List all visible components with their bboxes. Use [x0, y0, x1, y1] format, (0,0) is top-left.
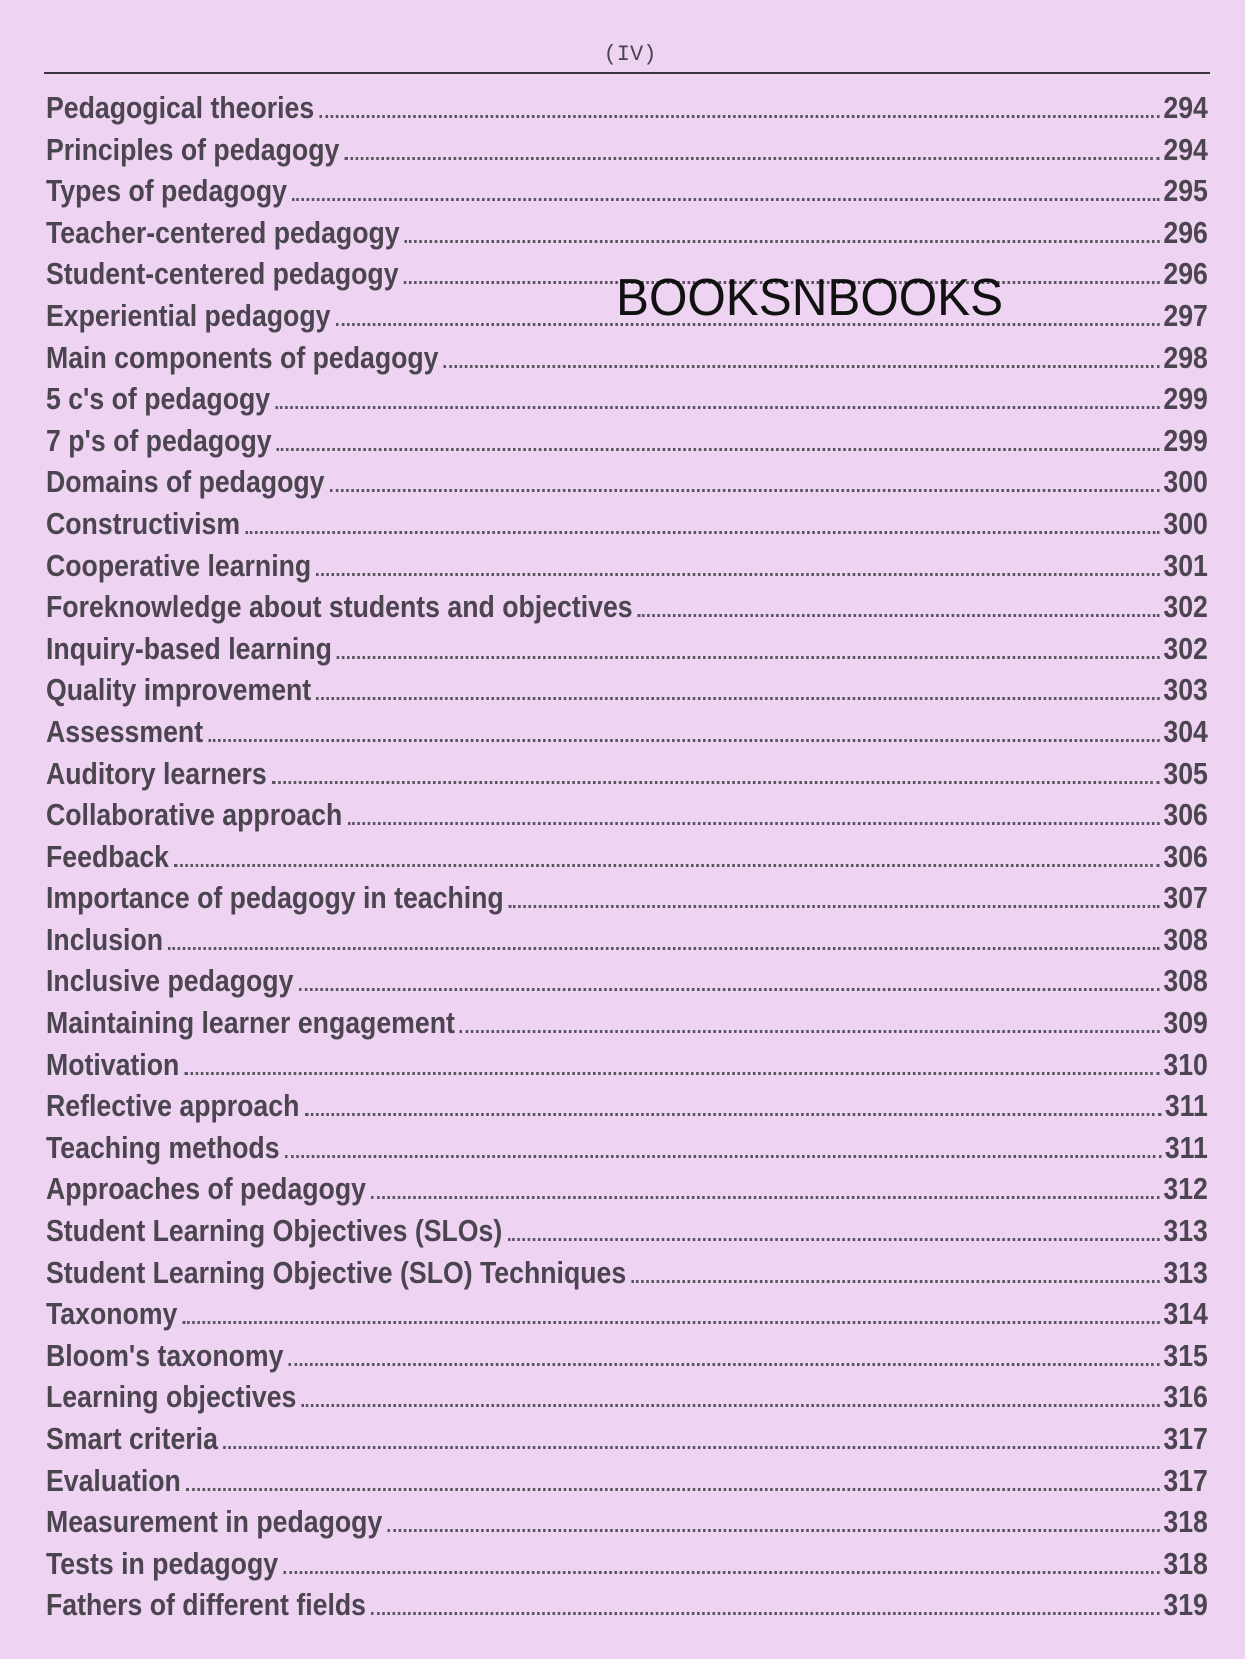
- dot-leader: [275, 406, 1160, 409]
- dot-leader: [337, 656, 1160, 659]
- toc-entry-title: Collaborative approach: [46, 797, 343, 833]
- toc-entry-page-number: 299: [1163, 422, 1208, 458]
- dot-leader: [299, 988, 1160, 991]
- toc-entry-title: 7 p's of pedagogy: [46, 422, 272, 458]
- toc-entry-page-number: 316: [1163, 1379, 1208, 1415]
- toc-entry-page-number: 301: [1163, 547, 1208, 583]
- toc-entry-page-number: 303: [1163, 672, 1208, 708]
- dot-leader: [509, 905, 1160, 908]
- toc-entry-page-number: 305: [1163, 755, 1208, 791]
- toc-entry-page-number: 296: [1163, 214, 1208, 250]
- toc-entry: [46, 1338, 1208, 1380]
- toc-entry: [46, 672, 1208, 714]
- dot-leader: [631, 1280, 1160, 1283]
- toc-entry-title: Main components of pedagogy: [46, 339, 439, 375]
- toc-entry: [46, 1255, 1208, 1297]
- toc-entry-page-number: 318: [1163, 1504, 1208, 1540]
- toc-entry-page-number: 300: [1163, 505, 1208, 541]
- toc-entry: [46, 340, 1208, 382]
- toc-entry-title: Student Learning Objectives (SLOs): [46, 1213, 503, 1249]
- toc-entry-title: Pedagogical theories: [46, 90, 315, 125]
- dot-leader: [316, 573, 1160, 576]
- toc-entry-title: Fathers of different fields: [46, 1587, 366, 1623]
- toc-entry: [46, 1171, 1208, 1213]
- toc-entry: [46, 880, 1208, 922]
- toc-entry: [46, 839, 1208, 881]
- toc-entry-title: Principles of pedagogy: [46, 131, 340, 167]
- toc-entry-title: Bloom's taxonomy: [46, 1337, 284, 1373]
- toc-entry-page-number: 297: [1163, 297, 1208, 333]
- toc-entry-page-number: 296: [1163, 256, 1208, 292]
- dot-leader: [186, 1488, 1160, 1491]
- dot-leader: [305, 1113, 1162, 1116]
- toc-entry: [46, 423, 1208, 465]
- dot-leader: [405, 240, 1160, 243]
- toc-entry-title: Evaluation: [46, 1462, 181, 1498]
- toc-entry-title: Smart criteria: [46, 1421, 218, 1456]
- dot-leader: [302, 1404, 1160, 1407]
- toc-entry: [46, 548, 1208, 590]
- dot-leader: [208, 739, 1160, 742]
- toc-entry-page-number: 317: [1163, 1421, 1208, 1456]
- toc-entry: [46, 381, 1208, 423]
- toc-entry: [46, 1213, 1208, 1255]
- toc-entry: [46, 506, 1208, 548]
- toc-entry-title: Motivation: [46, 1046, 180, 1082]
- toc-entry: [46, 173, 1208, 215]
- dot-leader: [638, 614, 1160, 617]
- toc-entry-title: Inclusion: [46, 921, 164, 957]
- toc-entry-title: Reflective approach: [46, 1088, 300, 1124]
- toc-entry-page-number: 294: [1163, 131, 1208, 167]
- toc-entry-page-number: 295: [1163, 173, 1208, 209]
- toc-entry-title: Inclusive pedagogy: [46, 963, 294, 999]
- toc-entry-title: Teacher-centered pedagogy: [46, 214, 400, 250]
- toc-entry: [46, 215, 1208, 257]
- toc-entry-page-number: 294: [1163, 90, 1208, 125]
- dot-leader: [168, 947, 1160, 950]
- toc-entry-page-number: 302: [1163, 589, 1208, 625]
- toc-entry-title: Foreknowledge about students and objectives: [46, 589, 633, 625]
- toc-entry-page-number: 307: [1163, 880, 1208, 916]
- dot-leader: [347, 822, 1159, 825]
- toc-entry: [46, 132, 1208, 174]
- toc-entry-page-number: 304: [1163, 713, 1208, 749]
- toc-entry-page-number: 306: [1163, 838, 1208, 874]
- dot-leader: [330, 489, 1160, 492]
- toc-entry-title: Quality improvement: [46, 672, 312, 708]
- toc-entry-title: Auditory learners: [46, 755, 267, 791]
- toc-entry-title: Domains of pedagogy: [46, 464, 325, 500]
- toc-entry: [46, 963, 1208, 1005]
- toc-entry: [46, 1379, 1208, 1421]
- toc-entry-title: Types of pedagogy: [46, 173, 287, 209]
- toc-entry-title: Taxonomy: [46, 1296, 178, 1332]
- toc-entry-title: Learning objectives: [46, 1379, 297, 1415]
- toc-entry: [46, 714, 1208, 756]
- toc-entry: [46, 90, 1208, 132]
- toc-entry-page-number: 310: [1163, 1046, 1208, 1082]
- toc-entry-page-number: 308: [1163, 921, 1208, 957]
- toc-entry: [46, 1463, 1208, 1505]
- toc-entry-page-number: 308: [1163, 963, 1208, 999]
- toc-entry-title: Student Learning Objective (SLO) Techniques: [46, 1254, 627, 1290]
- toc-entry-title: 5 c's of pedagogy: [46, 381, 271, 417]
- dot-leader: [277, 448, 1160, 451]
- page-number: (IV): [603, 42, 657, 67]
- toc-entry-title: Experiential pedagogy: [46, 297, 331, 333]
- dot-leader: [344, 157, 1159, 160]
- dot-leader: [289, 1363, 1160, 1366]
- dot-leader: [183, 1321, 1160, 1324]
- toc-entry-page-number: 311: [1164, 1129, 1208, 1165]
- dot-leader: [174, 864, 1160, 867]
- toc-entry-page-number: 300: [1163, 464, 1208, 500]
- toc-entry: [46, 1546, 1208, 1588]
- toc-entry-title: Measurement in pedagogy: [46, 1504, 383, 1540]
- toc-entry-page-number: 313: [1163, 1213, 1208, 1249]
- toc-entry-page-number: 314: [1163, 1296, 1208, 1332]
- header-rule: [44, 72, 1210, 74]
- dot-leader: [460, 1030, 1160, 1033]
- toc-entry: [46, 464, 1208, 506]
- toc-entry-page-number: 315: [1163, 1337, 1208, 1373]
- dot-leader: [371, 1612, 1160, 1615]
- toc-entry-title: Tests in pedagogy: [46, 1545, 279, 1581]
- toc-entry: [46, 589, 1208, 631]
- toc-entry: [46, 1005, 1208, 1047]
- toc-entry-page-number: 302: [1163, 630, 1208, 666]
- toc-entry-page-number: 312: [1163, 1171, 1208, 1207]
- dot-leader: [245, 531, 1160, 534]
- toc-entry-title: Teaching methods: [46, 1129, 280, 1165]
- toc-entry-title: Approaches of pedagogy: [46, 1171, 366, 1207]
- toc-entry: [46, 1504, 1208, 1546]
- toc-entry-title: Assessment: [46, 713, 204, 749]
- dot-leader: [223, 1446, 1160, 1449]
- toc-entry-page-number: 319: [1163, 1587, 1208, 1623]
- toc-entry-page-number: 317: [1163, 1462, 1208, 1498]
- toc-entry-title: Student-centered pedagogy: [46, 256, 399, 292]
- dot-leader: [272, 781, 1160, 784]
- toc-entry: [46, 756, 1208, 798]
- toc-entry: [46, 1587, 1208, 1629]
- toc-entry-page-number: 299: [1163, 381, 1208, 417]
- toc-entry-page-number: 306: [1163, 797, 1208, 833]
- toc-entry-page-number: 313: [1163, 1254, 1208, 1290]
- toc-entry-title: Importance of pedagogy in teaching: [46, 880, 504, 916]
- toc-entry-page-number: 309: [1163, 1005, 1208, 1041]
- toc-entry-page-number: 298: [1163, 339, 1208, 375]
- dot-leader: [371, 1196, 1160, 1199]
- dot-leader: [319, 115, 1160, 118]
- dot-leader: [507, 1238, 1160, 1241]
- toc-entry-title: Inquiry-based learning: [46, 630, 332, 666]
- toc-entry: [46, 1296, 1208, 1338]
- dot-leader: [292, 198, 1160, 201]
- dot-leader: [316, 697, 1160, 700]
- watermark: BOOKSNBOOKS: [616, 269, 1004, 327]
- toc-entry: [46, 797, 1208, 839]
- toc-entry: [46, 1130, 1208, 1172]
- toc-entry: [46, 1421, 1208, 1463]
- dot-leader: [444, 365, 1160, 368]
- dot-leader: [387, 1529, 1159, 1532]
- toc-entry-title: Maintaining learner engagement: [46, 1005, 455, 1041]
- toc-entry-title: Feedback: [46, 838, 169, 874]
- toc-entry: [46, 1047, 1208, 1089]
- toc-entry-title: Cooperative learning: [46, 547, 312, 583]
- dot-leader: [285, 1155, 1162, 1158]
- toc-entry-page-number: 311: [1164, 1088, 1208, 1124]
- toc-entry-page-number: 318: [1163, 1545, 1208, 1581]
- toc-entry-title: Constructivism: [46, 505, 241, 541]
- toc-entry: [46, 1088, 1208, 1130]
- dot-leader: [283, 1571, 1160, 1574]
- toc-entry: [46, 922, 1208, 964]
- toc-entry: [46, 631, 1208, 673]
- dot-leader: [184, 1072, 1159, 1075]
